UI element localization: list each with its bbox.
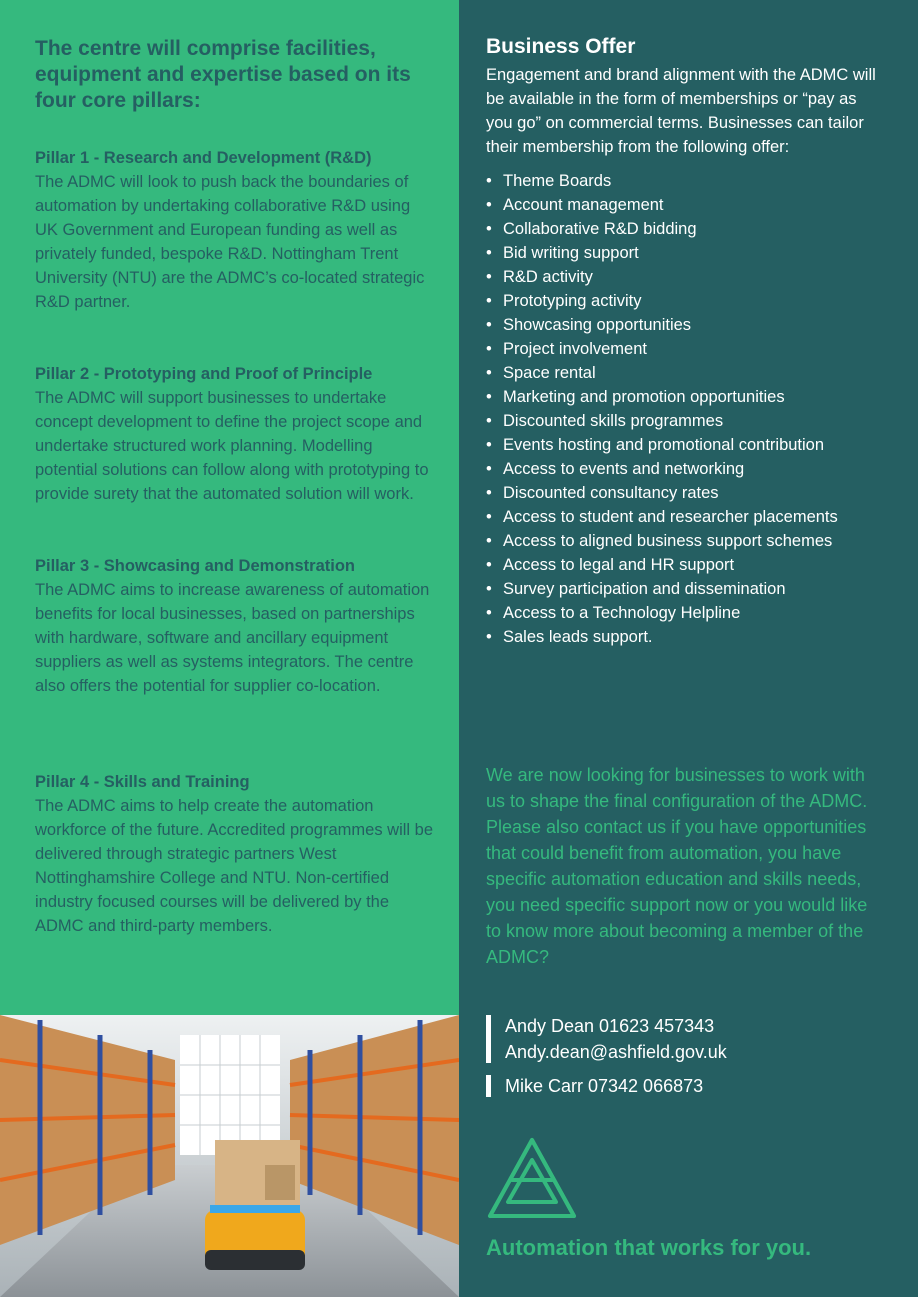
bullet-icon: • (486, 532, 492, 550)
offer-item-label: Discounted consultancy rates (503, 484, 719, 502)
offer-item (486, 529, 886, 553)
offer-item (486, 265, 886, 289)
pillar-text: The ADMC will look to push back the boundaries of automation by undertaking collaborative R&D using UK Government and European funding as well as privately funded, bespoke R&D. Nottingham Trent University (NTU) are the ADMC’s co-located strategic R&D partner. (35, 173, 425, 311)
pillar-2 (35, 362, 435, 506)
bullet-icon: • (486, 460, 492, 478)
business-offer-title: Business Offer (486, 35, 636, 58)
intro-heading: The centre will comprise facilities, equipment and expertise based on its four core pillars: (35, 37, 411, 112)
offer-item (486, 385, 886, 409)
pillar-4 (35, 770, 435, 938)
bullet-icon: • (486, 604, 492, 622)
offer-item-label: Account management (503, 196, 664, 214)
offer-item (486, 577, 886, 601)
bullet-icon: • (486, 220, 492, 238)
offer-item (486, 361, 886, 385)
offer-item-label: Access to legal and HR support (503, 556, 735, 574)
offer-item (486, 241, 886, 265)
offer-item-label: Project involvement (503, 340, 647, 358)
pillar-title: Pillar 1 - Research and Development (R&D) (35, 149, 372, 167)
offer-list (486, 169, 886, 649)
bullet-icon: • (486, 628, 492, 646)
offer-item (486, 313, 886, 337)
offer-item-label: Survey participation and dissemination (503, 580, 786, 598)
contact-bar (486, 1075, 491, 1097)
bullet-icon: • (486, 172, 492, 190)
bullet-icon: • (486, 196, 492, 214)
contact-bar (486, 1015, 491, 1063)
bullet-icon: • (486, 508, 492, 526)
offer-item-label: Theme Boards (503, 172, 612, 190)
offer-item (486, 457, 886, 481)
tagline: Automation that works for you. (486, 1235, 812, 1260)
pillar-title: Pillar 2 - Prototyping and Proof of Principle (35, 365, 373, 383)
offer-item-label: Collaborative R&D bidding (503, 220, 697, 238)
bullet-icon: • (486, 484, 492, 502)
offer-item-label: Access to a Technology Helpline (503, 604, 741, 622)
bullet-icon: • (486, 412, 492, 430)
offer-item (486, 505, 886, 529)
offer-item (486, 193, 886, 217)
offer-item-label: Access to aligned business support schemes (503, 532, 833, 550)
call-to-action: We are now looking for businesses to work with us to shape the final configuration of the ADMC. Please also contact us if you have opportunities that could benefit from automation, you have specific automation education and skills needs, you need specific support now or you would like to know more about becoming a member of the ADMC? (486, 765, 868, 967)
offer-item-label: Bid writing support (503, 244, 639, 262)
pillar-text: The ADMC will support businesses to undertake concept development to define the project scope and undertake structured work planning. Modelling potential solutions can follow along with prototyping to provide surety that the automated solution will work. (35, 389, 429, 503)
contact-line: Andy Dean 01623 457343 (505, 1016, 715, 1036)
offer-item (486, 601, 886, 625)
business-offer (486, 35, 886, 649)
left-panel (0, 0, 459, 1015)
pillar-text: The ADMC aims to increase awareness of automation benefits for local businesses, based on partnerships with hardware, software and ancillary equipment suppliers as well as systems integrators. The centre also offers the potential for supplier co-location. (35, 581, 430, 695)
bullet-icon: • (486, 436, 492, 454)
bullet-icon: • (486, 340, 492, 358)
pillar-1 (35, 146, 435, 314)
bullet-icon: • (486, 292, 492, 310)
offer-item-label: Space rental (503, 364, 596, 382)
bullet-icon: • (486, 268, 492, 286)
business-offer-lead: Engagement and brand alignment with the ADMC will be available in the form of memberships or “pay as you go” on commercial terms. Businesses can tailor their membership from the following offer: (486, 66, 876, 156)
pillar-text: The ADMC aims to help create the automation workforce of the future. Accredited programmes will be delivered through strategic partners West Nottinghamshire College and NTU. Non-certified industry focused courses will be delivered by the ADMC and third-party members. (35, 797, 434, 935)
offer-item (486, 169, 886, 193)
offer-item (486, 337, 886, 361)
offer-item (486, 481, 886, 505)
offer-item-label: Events hosting and promotional contribution (503, 436, 825, 454)
bullet-icon: • (486, 580, 492, 598)
contacts (486, 1013, 727, 1099)
offer-item-label: Prototyping activity (503, 292, 642, 310)
bullet-icon: • (486, 556, 492, 574)
contact-line: Mike Carr 07342 066873 (505, 1076, 704, 1096)
offer-item-label: R&D activity (503, 268, 593, 286)
offer-item-label: Discounted skills programmes (503, 412, 724, 430)
warehouse-photo (0, 1015, 459, 1297)
offer-item (486, 289, 886, 313)
offer-item (486, 625, 886, 649)
bullet-icon: • (486, 388, 492, 406)
bullet-icon: • (486, 244, 492, 262)
bullet-icon: • (486, 316, 492, 334)
pillar-3 (35, 554, 435, 698)
offer-item-label: Showcasing opportunities (503, 316, 692, 334)
contact-email[interactable]: Andy.dean@ashfield.gov.uk (505, 1042, 727, 1062)
offer-item-label: Access to student and researcher placements (503, 508, 838, 526)
contact-mike (486, 1073, 727, 1099)
pillar-title: Pillar 3 - Showcasing and Demonstration (35, 557, 355, 575)
admc-logo (486, 1136, 578, 1227)
offer-item-label: Access to events and networking (503, 460, 745, 478)
offer-item-label: Sales leads support. (503, 628, 653, 646)
offer-item (486, 433, 886, 457)
offer-item (486, 409, 886, 433)
offer-item (486, 553, 886, 577)
offer-item-label: Marketing and promotion opportunities (503, 388, 785, 406)
offer-item (486, 217, 886, 241)
pillar-title: Pillar 4 - Skills and Training (35, 773, 250, 791)
contact-andy (486, 1013, 727, 1065)
bullet-icon: • (486, 364, 492, 382)
